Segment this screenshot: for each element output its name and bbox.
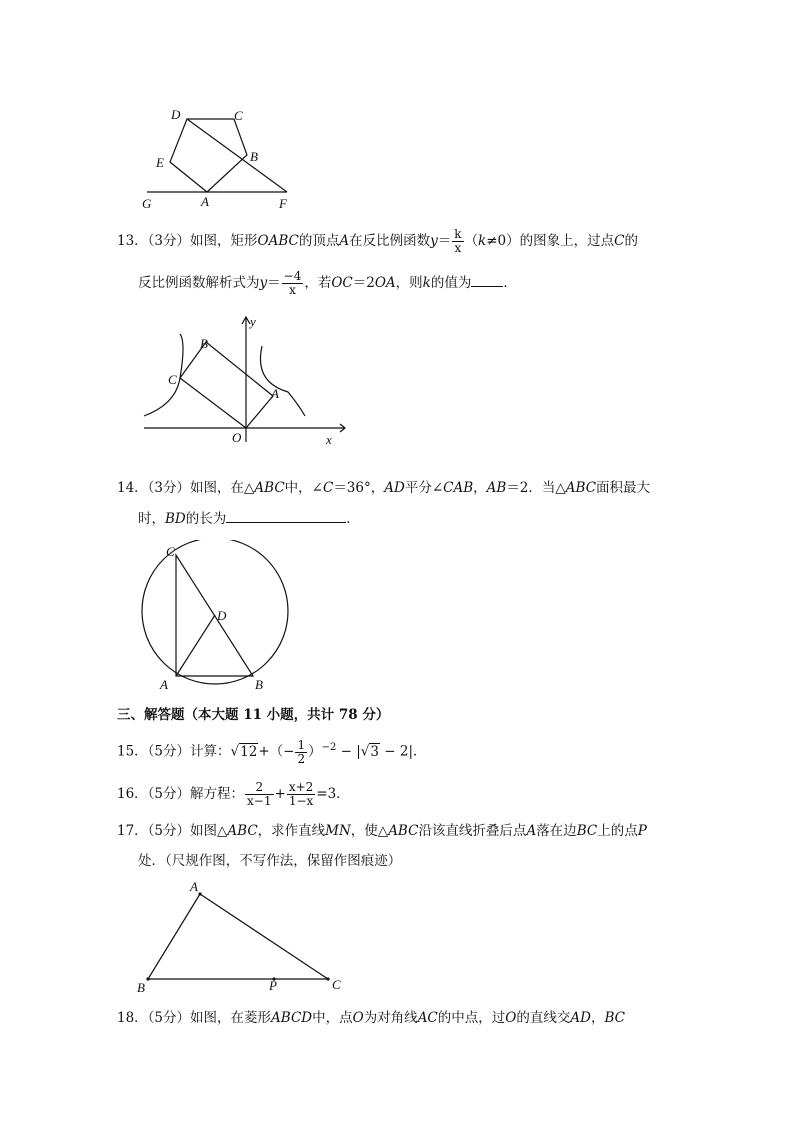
fig14-label-A: A xyxy=(160,677,168,692)
question-15: 15．（5分）计算：√12+（− $\frac{1}{2}$ ）$^{-2}$ − |√3 − 2|． xyxy=(117,737,427,766)
fig13-label-B: B xyxy=(200,336,208,351)
figure-q17 xyxy=(132,876,352,994)
section-3-header: 三、解答题（本大题 11 小题，共计 78 分） xyxy=(117,707,390,723)
fig12-label-D: D xyxy=(171,107,181,122)
question-18-line1: 18．（5分）如图，在菱形ABCD中，点O为对角线AC的中点，过O的直线交AD，BC xyxy=(117,1010,625,1026)
question-16: 16．（5分）解方程： $\frac{2}{x-1}$ + $\frac{x+2}{1-x}$ =3． xyxy=(117,780,350,808)
question-14-line1: 14．（3分）如图，在△ABC中，∠C＝36°，AD平分∠CAB，AB＝2．当△ABC面积最大 xyxy=(117,480,651,496)
question-17-line1: 17．（5分）如图△ABC，求作直线MN，使△ABC沿该直线折叠后点A落在边BC上的点P xyxy=(117,823,647,839)
question-14-line2: 时，BD的长为 ． xyxy=(138,508,360,529)
fig17-label-C: C xyxy=(332,977,341,992)
fig14-label-C: C xyxy=(166,544,175,559)
fig14-label-D: D xyxy=(217,608,227,623)
figure-q14 xyxy=(138,540,294,692)
fig17-label-B: B xyxy=(137,980,145,994)
fig13-label-x: x xyxy=(326,432,332,447)
fraction-half: $\frac{1}{2}$ xyxy=(297,737,306,766)
fraction-x2-over-1-x: $\frac{x+2}{1-x}$ xyxy=(288,780,314,808)
fig12-label-A: A xyxy=(201,194,209,209)
figure-q12 xyxy=(140,105,300,215)
figure-q13 xyxy=(140,312,350,447)
fig13-label-A: A xyxy=(271,386,279,401)
fig14-label-B: B xyxy=(255,677,263,692)
fig13-label-C: C xyxy=(168,372,177,387)
answer-blank-13[interactable] xyxy=(471,272,503,287)
fig17-label-P: P xyxy=(269,978,277,993)
fraction-k-over-x: $\frac{k}{x}$ xyxy=(454,227,462,255)
answer-blank-14[interactable] xyxy=(226,508,346,523)
question-17-line2: 处．（尺规作图，不写作法，保留作图痕迹） xyxy=(138,853,402,869)
fig12-label-C: C xyxy=(234,108,243,123)
fig17-label-A: A xyxy=(190,879,198,894)
fig12-label-B: B xyxy=(250,149,258,164)
fig12-label-E: E xyxy=(156,155,164,170)
fraction-2-over-x-1: $\frac{2}{x-1}$ xyxy=(247,780,272,808)
fig12-label-F: F xyxy=(279,196,287,211)
fig13-label-y: y xyxy=(250,314,256,329)
fig13-label-O: O xyxy=(232,430,242,445)
question-13-line2: 反比例函数解析式为y＝ $\frac{-4}{x}$ ，若OC＝2OA，则k的值为 ． xyxy=(138,269,517,297)
fraction-neg4-over-x: $\frac{-4}{x}$ xyxy=(283,269,302,297)
fig12-label-G: G xyxy=(142,196,152,211)
question-13-line1: 13．（3分）如图，矩形OABC的顶点A在反比例函数y＝ $\frac{k}{x}$ （k≠0）的图象上，过点C的 xyxy=(117,227,638,255)
